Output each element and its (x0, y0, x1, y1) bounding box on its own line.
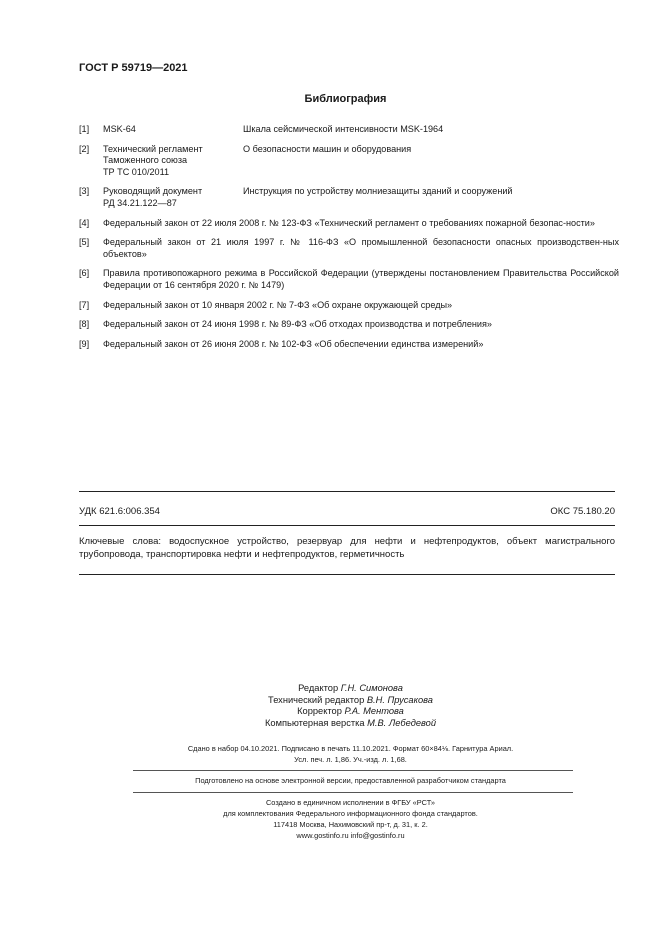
bibliography-entry (79, 124, 619, 136)
credit-layout: Компьютерная верстка М.В. Лебедевой (264, 717, 436, 728)
entry-number: [1] (79, 124, 90, 134)
divider (79, 525, 615, 526)
entry-document: Руководящий документ РД 34.21.122—87 (103, 186, 203, 208)
credit-tech-editor: Технический редактор В.Н. Прусакова (268, 694, 433, 705)
bibliography-entry (79, 144, 619, 179)
divider (79, 574, 615, 575)
publisher-info: Создано в единичном исполнении в ФГБУ «РСТ» для комплектования Федерального информационного фонда стандартов. 117418 Москва, Нахимовский пр-т, д. 31, к. 2. www.gostinfo.ru info@gostinfo.ru (223, 798, 478, 840)
entry-text: Федеральный закон от 26 июня 2008 г. № 102-ФЗ «Об обеспечении единства измерений» (103, 338, 484, 349)
bibliography-entry (79, 300, 619, 312)
bibliography-entry (79, 218, 619, 230)
entry-number: [8] (79, 319, 90, 330)
entry-text: Федеральный закон от 21 июля 1997 г. № 116-ФЗ «О промышленной безопасности опасных производствен-ных объектов» (103, 237, 619, 259)
divider (133, 770, 573, 771)
bibliography-entry (79, 237, 619, 260)
oks-code: ОКС 75.180.20 (550, 506, 615, 517)
credit-editor: Редактор Г.Н. Симонова (298, 683, 403, 693)
entry-text: Правила противопожарного режима в Российской Федерации (утверждены постановлением Правительства Российской Федерации от 16 сентября 2020 г. № 1479) (103, 268, 619, 290)
keywords: Ключевые слова: водоспускное устройство, резервуар для нефти и нефтепродуктов, объект магистрального трубопровода, транспортировка нефти и нефтепродуктов, герметичность (79, 536, 615, 560)
entry-text: Федеральный закон от 10 января 2002 г. № 7-ФЗ «Об охране окружающей среды» (103, 299, 453, 310)
entry-number: [7] (79, 299, 90, 310)
entry-number: [5] (79, 237, 90, 248)
entry-number: [3] (79, 186, 90, 197)
entry-text: Федеральный закон от 24 июня 1998 г. № 89-ФЗ «Об отходах производства и потребления» (103, 319, 492, 330)
bibliography-entry (79, 268, 619, 291)
entry-document: MSK-64 (103, 124, 136, 134)
document-code: ГОСТ Р 59719—2021 (79, 62, 188, 74)
entry-number: [4] (79, 217, 90, 228)
udk-code: УДК 621.6:006.354 (79, 506, 160, 517)
entry-number: [6] (79, 268, 90, 279)
print-info: Сдано в набор 04.10.2021. Подписано в печать 11.10.2021. Формат 60×84⅛. Гарнитура Ариал. Усл. печ. л. 1,86. Уч.-изд. л. 1,68. (187, 744, 514, 764)
entry-title: О безопасности машин и оборудования (243, 143, 412, 154)
entry-title: Шкала сейсмической интенсивности MSK-1964 (243, 124, 444, 134)
entry-number: [9] (79, 338, 90, 349)
entry-document: Технический регламент Таможенного союза ТР ТС 010/2011 (103, 143, 203, 177)
credits (0, 683, 661, 729)
bibliography-list (79, 124, 619, 358)
entry-text: Федеральный закон от 22 июля 2008 г. № 123-ФЗ «Технический регламент о требованиях пожарной безопас-ности» (103, 217, 595, 228)
bibliography-entry (79, 339, 619, 351)
divider (133, 792, 573, 793)
bibliography-entry (79, 319, 619, 331)
credit-corrector: Корректор Р.А. Ментова (297, 706, 404, 717)
bibliography-entry (79, 186, 619, 209)
bibliography-title: Библиография (304, 93, 387, 105)
entry-title: Инструкция по устройству молниезащиты зданий и сооружений (243, 186, 513, 197)
prepared-note: Подготовлено на основе электронной версии, предоставленной разработчиком стандарта (195, 776, 506, 785)
divider (79, 491, 615, 492)
entry-number: [2] (79, 143, 90, 154)
